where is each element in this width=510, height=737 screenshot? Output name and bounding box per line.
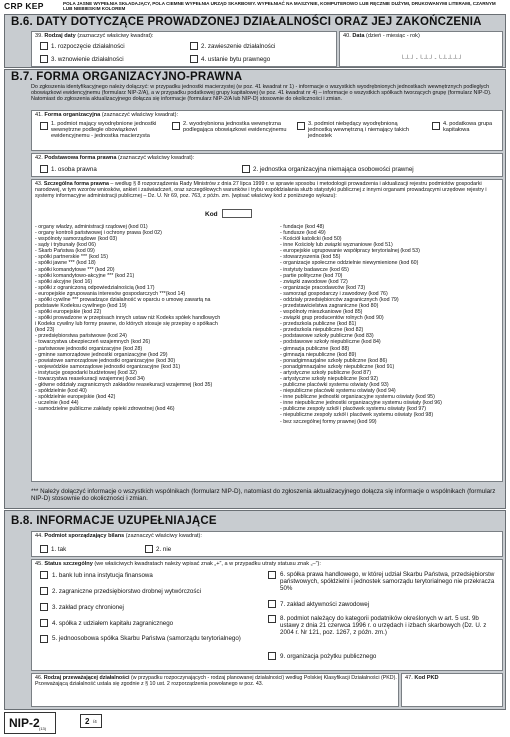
org-form-4-number: 4. — [443, 121, 448, 127]
field-39-label: Rodzaj daty — [44, 33, 76, 39]
checkbox-resume-activity[interactable] — [40, 55, 48, 63]
right-code-item: - samorząd gospodarczy i zawodowy (kod 76) — [280, 290, 388, 297]
field-41-organizational-form — [31, 110, 503, 151]
field-47-pkd-code[interactable] — [401, 673, 503, 707]
org-form-2-number: 2. — [183, 121, 188, 127]
filling-instructions: POLA JASNE WYPEŁNIA SKŁADAJĄCY, POLA CIEMNE WYPEŁNIA URZĄD SKARBOWY. WYPEŁNIAĆ NA MASZYNIE, KOMPUTEROWO LUB RĘCZNIE DUŻYMI, DRUKOWANYMI LITERAMI, CZARNYM LUB NIEBIESKIM KOLOREM — [63, 1, 496, 12]
status-4-label: spółka z udziałem kapitału zagranicznego — [58, 620, 174, 627]
checkbox-status-1[interactable] — [40, 571, 48, 579]
right-code-item: - publiczne placówki systemu oświaty (kod 93) — [280, 382, 389, 389]
legal-form-1-number: 1. — [51, 166, 57, 173]
field-42-label: Podstawowa forma prawna — [44, 155, 117, 161]
left-code-item: - europejskie zgrupowania interesów gospodarczych ***(kod 14) — [35, 290, 186, 297]
checkbox-internal-unit[interactable] — [172, 122, 180, 130]
field-40-hint: (dzień - miesiąc - rok) — [366, 33, 420, 39]
status-9-label: organizacja pożytku publicznego — [286, 653, 377, 660]
left-code-item: - spółki akcyjne (kod 16) — [35, 278, 93, 285]
left-code-item: - spółki komandytowe *** (kod 20) — [35, 266, 115, 273]
left-code-item: - spółki cywilne *** prowadzące działalność w oparciu o umowę zawartą na — [35, 296, 211, 303]
special-legal-form-code-input[interactable] — [222, 209, 252, 218]
field-45-hint: (we właściwych kwadratach należy wpisać znak „+”, a w przypadku utraty statusu znak „–”): — [94, 561, 321, 567]
left-code-item: i Kodeks cywilny lub formy prawne, do których stosuje się przepisy o spółkach — [35, 321, 218, 328]
checkbox-suspend-activity[interactable] — [190, 42, 198, 50]
right-code-item: - związki zawodowe (kod 72) — [280, 278, 348, 285]
kod-label: Kod — [205, 211, 218, 218]
form-header — [3, 1, 507, 13]
status-5-number: 5. — [52, 635, 58, 642]
field-41-number: 41. — [35, 112, 43, 118]
org-form-2-label: wyodrębniona jednostka wewnętrzna podlegająca obowiązkowi ewidencyjnemu — [183, 121, 287, 134]
field-44-label: Podmiot sporządzający bilans — [44, 533, 125, 539]
left-code-item: - spółki europejskie (kod 22) — [35, 309, 102, 316]
checkbox-status-4[interactable] — [40, 619, 48, 627]
left-code-item: podstawie Kodeksu cywilnego (kod 19) — [35, 303, 127, 310]
right-code-item: - przedszkola publiczne (kod 81) — [280, 321, 357, 328]
right-code-item: - przedstawicielstwa zagraniczne (kod 80) — [280, 303, 379, 310]
checkbox-balance-yes[interactable] — [40, 545, 48, 553]
status-6-number: 6. — [280, 571, 286, 578]
left-code-item: - spółki prowadzone w przepisach innych ustaw niż Kodeks spółek handlowych — [35, 315, 221, 322]
left-code-item: - główne oddziały zagranicznych zakładów reasekuracji wzajemnej (kod 35) — [35, 382, 213, 389]
option-2-number: 2. — [201, 43, 207, 50]
checkbox-tax-capital-group[interactable] — [432, 122, 440, 130]
checkbox-start-activity[interactable] — [40, 42, 48, 50]
left-code-item: - towarzystwa reasekuracji wzajemnej (kod 34) — [35, 375, 145, 382]
balance-yes-label: tak — [57, 546, 67, 553]
field-39-hint: (zaznaczyć właściwy kwadrat): — [77, 33, 154, 39]
left-code-item: - uczelnie (kod 44) — [35, 400, 79, 407]
page-total: /4 — [93, 719, 97, 724]
right-code-item: - gimnazja publiczne (kod 88) — [280, 345, 350, 352]
right-code-item: - ponadgimnazjalne szkoły publiczne (kod 86) — [280, 357, 388, 364]
field-43-description: – według § 8 rozporządzenia Rady Ministrów z dnia 27 lipca 1999 r. w sprawie sposobu i metodologii prowadzenia i aktualizacji rejestru podmiotów gospodarki narodowej, w tym wzorów wniosków, ankiet i zaświadczeń, oraz szczegółowych warunków i trybu współdziałania służb statystyki publicznej z innymi organami prowadzącymi urzędowe rejestry i systemy informacyjne administracji publicznej – Dz. U. Nr 69, poz. 763, z późn. zm. (wpisać właściwy kod z poniższego wykazu): — [35, 181, 487, 200]
checkbox-non-internal-unit[interactable] — [297, 122, 305, 130]
option-3-number: 3. — [51, 56, 57, 63]
right-code-item: - związki grup producentów rolnych (kod 90) — [280, 315, 384, 322]
org-form-3-number: 3. — [308, 121, 313, 127]
left-code-item: - wojewódzkie samorządowe jednostki organizacyjne (kod 31) — [35, 363, 181, 370]
section-b8-title: B.8. INFORMACJE UZUPEŁNIAJĄCE — [11, 515, 217, 527]
right-code-item: - organizacje pracodawców (kod 73) — [280, 284, 366, 291]
org-form-3-label: podmiot niebędący wyodrębnioną jednostką wewnętrzną i niemający takich jednostek — [308, 121, 410, 140]
option-1-number: 1. — [51, 43, 57, 50]
left-code-item: - towarzystwa ubezpieczeń wzajemnych (kod 26) — [35, 339, 151, 346]
right-code-item: - wspólnoty mieszkaniowe (kod 85) — [280, 309, 363, 316]
field-43-label: Szczególna forma prawna — [43, 181, 109, 187]
right-code-item: - inne niepubliczne jednostki organizacyjne systemu oświaty (kod 96) — [280, 400, 442, 407]
field-46-number: 46. — [35, 675, 43, 681]
right-code-item: - organizacje społeczne oddzielnie niewymienione (kod 60) — [280, 260, 419, 267]
right-code-item: - artystyczne szkoły niepubliczne (kod 92) — [280, 375, 379, 382]
status-7-label: zakład aktywności zawodowej — [286, 601, 370, 608]
status-9-number: 9. — [280, 653, 286, 660]
field-46-main-activity[interactable] — [31, 673, 399, 707]
balance-no-number: 2. — [156, 546, 162, 553]
page-number-badge — [80, 714, 102, 728]
left-code-item: - organy władzy, administracji rządowej (kod 01) — [35, 224, 148, 230]
left-code-item: - wspólnoty samorządowe (kod 03) — [35, 236, 118, 243]
section-b6 — [4, 14, 506, 68]
date-entry-marks: └┴┘-└┴┘-└┴┴┴┘ — [400, 56, 464, 62]
field-42-number: 42. — [35, 155, 43, 161]
left-code-item: - przedsiębiorstwa państwowe (kod 24) — [35, 333, 127, 340]
section-b7-intro: Do zgłoszenia identyfikacyjnego należy dołączyć: w przypadku jednostki macierzystej (w poz. 41 kwadrat nr 1) - informacje o wszystkich wyodrębnionych jednostkach wewnętrznych podległych obowiązkowi ewidencyjnemu (formularz NIP-2/A), a w przypadku podatkowej grupy kapitałowej (w poz. 41 kwadrat nr 4) – informacje o wszystkich spółkach tworzących grupę (formularz NIP-D). Natomiast do zgłoszenia aktualizacyjnego dołącza się informacje (formularz NIP-2/A lub NIP-D) stosownie do okoliczności i zmian. — [31, 84, 492, 103]
right-code-item: - publiczne zespoły szkół i placówek systemu oświaty (kod 97) — [280, 406, 427, 413]
form-version: (13) — [39, 726, 47, 731]
checkbox-parent-unit[interactable] — [40, 122, 48, 130]
right-code-item: - artystyczne szkoły publiczne (kod 87) — [280, 369, 371, 376]
right-code-item: - podstawowe szkoły publiczne (kod 83) — [280, 333, 374, 340]
checkbox-status-5[interactable] — [40, 635, 48, 643]
left-code-item: - powiatowe samorządowe jednostki organizacyjne (kod 30) — [35, 357, 176, 364]
status-3-label: zakład pracy chronionej — [58, 604, 124, 611]
checkbox-status-6[interactable] — [268, 571, 276, 579]
legal-form-2-number: 2. — [253, 166, 259, 173]
section-b6-title: B.6. DATY DOTYCZĄCE PROWADZONEJ DZIAŁALNOŚCI ORAZ JEJ ZAKOŃCZENIA — [11, 16, 482, 28]
form-code: CRP KEP — [4, 1, 44, 11]
field-45-label: Status szczególny — [44, 561, 93, 567]
left-code-item: - spółdzielnie (kod 40) — [35, 388, 87, 395]
left-code-item: - Skarb Państwa (kod 09) — [35, 248, 95, 255]
checkbox-legal-person[interactable] — [40, 165, 48, 173]
right-code-item: - Kościół katolicki (kod 50) — [280, 236, 342, 243]
field-42-basic-legal-form — [31, 153, 503, 177]
status-6-label: spółka prawa handlowego, w której udział Skarbu Państwa, przedsiębiorstw państwowych, spółdzielni i jednostek samorządu terytorialnego nie przekracza 50% — [280, 571, 495, 592]
field-46-label: Rodzaj przeważającej działalności — [43, 675, 130, 681]
field-45-special-status — [31, 559, 503, 671]
field-39-number: 39. — [35, 33, 43, 39]
status-2-number: 2. — [52, 588, 58, 595]
checkbox-status-7[interactable] — [268, 600, 276, 608]
field-44-number: 44. — [35, 533, 43, 539]
right-code-item: - stowarzyszenia (kod 55) — [280, 254, 341, 261]
field-43-number: 43. — [35, 181, 43, 187]
right-code-item: - przedszkola niepubliczne (kod 82) — [280, 327, 364, 334]
status-4-number: 4. — [52, 620, 58, 627]
right-code-item: - instytuty badawcze (kod 65) — [280, 266, 349, 273]
legal-form-1-label: osoba prawna — [57, 166, 97, 173]
legal-form-2-label: jednostka organizacyjna niemająca osobowości prawnej — [259, 166, 414, 173]
checkbox-no-legal-personality[interactable] — [242, 165, 250, 173]
checkbox-legal-existence-end[interactable] — [190, 55, 198, 63]
checkbox-status-9[interactable] — [268, 652, 276, 660]
right-code-item: - inne Kościoły lub związki wyznaniowe (kod 51) — [280, 242, 393, 249]
left-code-item: - spółki jawne *** (kod 18) — [35, 260, 96, 267]
status-8-number: 8. — [280, 615, 286, 622]
right-code-item: - niepubliczne zespoły szkół i placówek systemu oświaty (kod 98) — [280, 412, 434, 419]
left-code-item: - instytucje gospodarki budżetowej (kod 32) — [35, 369, 137, 376]
field-43-special-legal-form — [31, 179, 503, 482]
org-form-4-label: podatkowa grupa kapitałowa — [443, 121, 493, 134]
left-code-item: - spółdzielnie europejskie (kod 42) — [35, 394, 116, 401]
right-code-item: - europejskie ugrupowanie współpracy terytorialnej (kod 53) — [280, 248, 420, 255]
balance-no-label: nie — [162, 546, 172, 553]
option-resume-activity-label: wznowienie działalności — [57, 56, 124, 63]
left-code-item: - spółki komandytowo-akcyjne *** (kod 21) — [35, 272, 135, 279]
checkbox-balance-no[interactable] — [145, 545, 153, 553]
footnote-marker: *** — [31, 488, 39, 495]
right-code-item: - ponadgimnazjalne szkoły niepubliczne (kod 91) — [280, 363, 395, 370]
field-47-number: 47. — [405, 675, 413, 681]
checkbox-status-2[interactable] — [40, 587, 48, 595]
right-code-item: - fundacje (kod 48) — [280, 224, 325, 230]
left-code-item: - sądy i trybunały (kod 06) — [35, 242, 96, 249]
field-40-number: 40. — [343, 33, 351, 39]
left-code-item: - organy kontroli państwowej i ochrony prawa (kod 02) — [35, 230, 162, 237]
left-code-item: (kod 23) — [35, 327, 55, 334]
left-code-item: - gminne samorządowe jednostki organizacyjne (kod 29) — [35, 351, 168, 358]
field-40-label: Data — [352, 33, 365, 39]
field-40-date[interactable] — [339, 31, 503, 67]
right-code-item: - podstawowe szkoły niepubliczne (kod 84) — [280, 339, 381, 346]
field-39-date-type — [31, 31, 337, 67]
left-code-item: - państwowe jednostki organizacyjne (kod 28) — [35, 345, 143, 352]
left-code-item: - spółki z ograniczoną odpowiedzialnością (kod 17) — [35, 284, 155, 291]
status-3-number: 3. — [52, 604, 58, 611]
field-45-number: 45. — [35, 561, 43, 567]
org-form-1-number: 1. — [51, 121, 56, 127]
status-8-label: podmiot należący do kategorii podatników określonych w art. 5 ust. 9b ustawy z dnia 21 czerwca 1996 r. o urzędach i izbach skarbowych (Dz. U. z 2004 r. Nr 121, poz. 1267, z późn. zm.) — [280, 615, 487, 636]
form-id-badge — [4, 712, 56, 734]
status-1-label: bank lub inna instytucja finansowa — [58, 572, 153, 579]
page-number: 2 — [85, 717, 90, 726]
right-code-item: - partie polityczne (kod 70) — [280, 272, 343, 279]
field-41-hint: (zaznaczyć właściwy kwadrat): — [101, 112, 179, 118]
right-code-item: - bez szczególnej formy prawnej (kod 99) — [280, 418, 377, 425]
left-code-item: - spółki partnerskie *** (kod 15) — [35, 254, 109, 261]
partners-footnote: Należy dołączyć informacje o wszystkich wspólnikach (formularz NIP-D), natomiast do zgłoszenia aktualizacyjnego dołącza się informacje o wspólnikach (formularz NIP-D) stosownie do okoliczności i zmian. — [31, 488, 496, 503]
option-4-number: 4. — [201, 56, 207, 63]
status-1-number: 1. — [52, 572, 58, 579]
field-47-label: Kod PKD — [414, 675, 439, 681]
org-form-1-label: podmiot mający wyodrębnione jednostki wewnętrzne podległe obowiązkowi ewidencyjnemu - jednostka macierzysta — [51, 121, 157, 140]
left-code-item: - samodzielne publiczne zakłady opieki zdrowotnej (kod 46) — [35, 406, 175, 413]
right-code-item: - gimnazja niepubliczne (kod 89) — [280, 351, 357, 358]
option-legal-existence-end-label: ustanie bytu prawnego — [207, 56, 271, 63]
status-7-number: 7. — [280, 601, 286, 608]
section-b7 — [4, 69, 506, 509]
field-46-hint: (w przypadku rozpoczynających - rodzaj planowanej działalności) według Polskiej Klasyfikacji Działalności (PKD). Przeważającą działalność ustala się zgodnie z § 10 ust. 2 rozporządzenia powołanego w poz. 43. — [35, 675, 397, 688]
status-2-label: zagraniczne przedsiębiorstwo drobnej wytwórczości — [58, 588, 201, 595]
checkbox-status-8[interactable] — [268, 615, 276, 623]
legal-form-codes-left — [35, 224, 267, 412]
section-b8 — [4, 510, 506, 710]
field-42-hint: (zaznaczyć właściwy kwadrat): — [118, 155, 195, 161]
option-suspend-activity-label: zawieszenie działalności — [207, 43, 276, 50]
section-b7-title: B.7. FORMA ORGANIZACYJNO-PRAWNA — [11, 71, 243, 83]
field-44-balance-sheet — [31, 531, 503, 557]
checkbox-status-3[interactable] — [40, 603, 48, 611]
field-44-hint: (zaznaczyć właściwy kwadrat): — [125, 533, 202, 539]
right-code-item: - inne publiczne jednostki organizacyjne systemu oświaty (kod 95) — [280, 394, 435, 401]
right-code-item: - oddziały przedsiębiorców zagranicznych (kod 79) — [280, 296, 399, 303]
right-code-item: - niepubliczne placówki systemu oświaty (kod 94) — [280, 388, 396, 395]
field-41-label: Forma organizacyjna — [44, 112, 101, 118]
status-5-label: jednoosobowa spółka Skarbu Państwa (samorządu terytorialnego) — [58, 635, 241, 642]
option-start-activity-label: rozpoczęcie działalności — [57, 43, 125, 50]
balance-yes-number: 1. — [51, 546, 57, 553]
legal-form-codes-right — [280, 224, 502, 425]
form-name: NIP-2 — [9, 716, 40, 730]
right-code-item: - fundusze (kod 49) — [280, 230, 326, 237]
